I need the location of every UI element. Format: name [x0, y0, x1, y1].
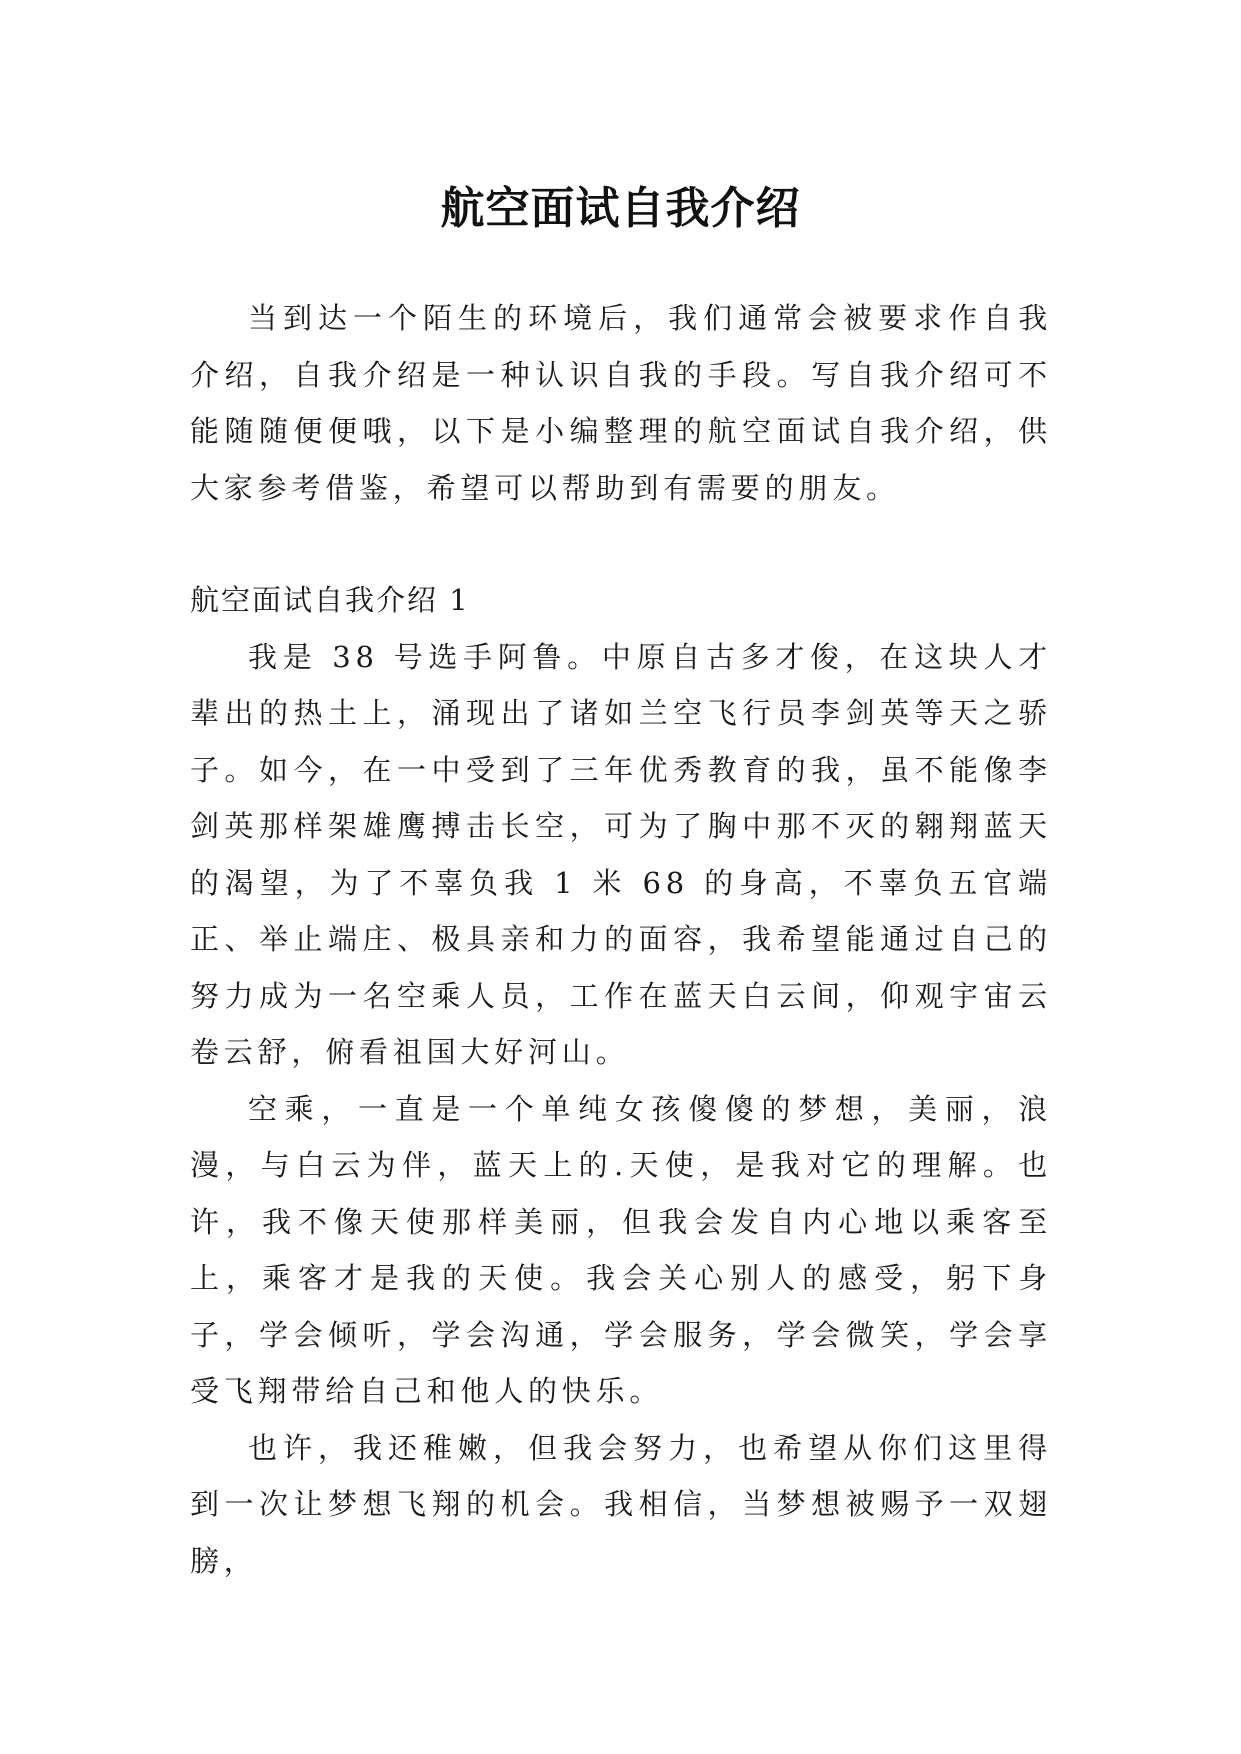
document-title: 航空面试自我介绍: [440, 183, 801, 235]
section-heading: 航空面试自我介绍 1: [190, 583, 470, 617]
body-paragraph: 我是 38 号选手阿鲁。中原自古多才俊，在这块人才辈出的热土上，涌现出了诸如兰空飞行员李剑英等天之骄子。如今，在一中受到了三年优秀教育的我，虽不能像李剑英那样架雄鹰搏击长空，可为了胸中那不灭的翱翔蓝天的渴望，为了不辜负我 1 米 68 的身高，不辜负五官端正、举止端庄、极具亲和力的面容，我希望能通过自己的努力成为一名空乘人员，工作在蓝天白云间，仰观宇宙云卷云舒，俯看祖国大好河山。: [190, 639, 1052, 1069]
document-body: [190, 290, 1052, 1589]
body-paragraph: 空乘，一直是一个单纯女孩傻傻的梦想，美丽，浪漫，与白云为伴，蓝天上的.天使，是我对它的理解。也许，我不像天使那样美丽，但我会发自内心地以乘客至上，乘客才是我的天使。我会关心别人的感受，躬下身子，学会倾听，学会沟通，学会服务，学会微笑，学会享受飞翔带给自己和他人的快乐。: [190, 1091, 1052, 1408]
intro-paragraph: 当到达一个陌生的环境后，我们通常会被要求作自我介绍，自我介绍是一种认识自我的手段。写自我介绍可不能随随便便哦，以下是小编整理的航空面试自我介绍，供大家参考借鉴，希望可以帮助到有需要的朋友。: [190, 301, 1052, 505]
body-paragraph: 也许，我还稚嫩，但我会努力，也希望从你们这里得到一次让梦想飞翔的机会。我相信，当梦想被赐予一双翅膀，: [190, 1430, 1052, 1578]
